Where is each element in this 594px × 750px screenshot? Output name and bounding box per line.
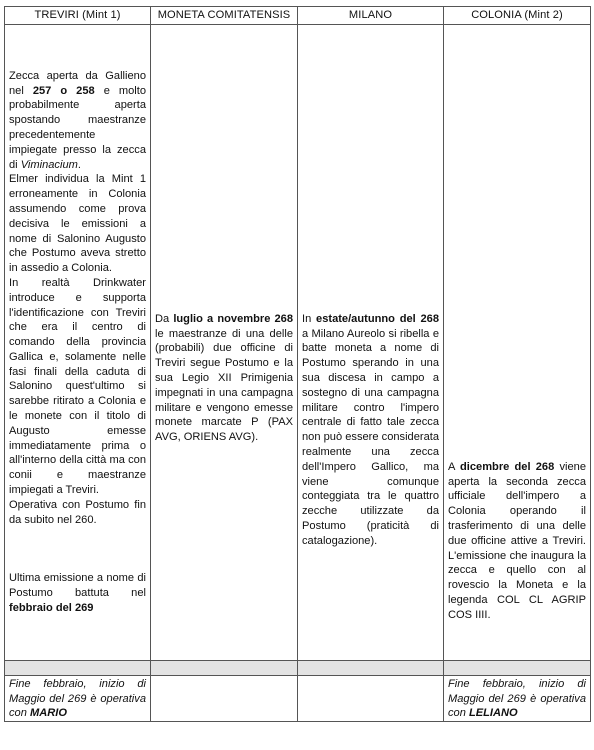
comitatensis-cell (151, 24, 298, 660)
separator-row (5, 660, 591, 675)
footer-treviri: Fine febbraio, inizio di Maggio del 269 è operativa con MARIO (5, 675, 151, 721)
header-milano: MILANO (298, 7, 444, 25)
footer-empty (151, 675, 298, 721)
footer-empty (298, 675, 444, 721)
spacer (9, 527, 146, 571)
footer-row (5, 675, 591, 721)
content-row (5, 24, 591, 660)
milano-paragraph: In estate/autunno del 268 a Milano Aureolo si ribella e batte moneta a nome di Postumo sperando in una sua discesa in campo a sostegno di una campagna militare contro l'impero centrale di fatto tale zecca non può essere considerata realmente una zecca dell'Impero Gallico, ma viene comunque conteggiata tra le quattro zecche utilizzate da Postumo (praticità di catalogazione). (302, 312, 439, 547)
header-treviri: TREVIRI (Mint 1) (5, 7, 151, 25)
colonia-cell (444, 24, 591, 660)
colonia-paragraph: A dicembre del 268 viene aperta la seconda zecca ufficiale dell'impero a Colonia operando il trasferimento di una delle due officine attive a Treviri. L'emissione che inaugura la zecca e quello con al rovescio la Moneta e la legenda COL CL AGRIP COS IIII. (448, 460, 587, 621)
header-row (5, 7, 591, 25)
header-moneta-comitatensis: MONETA COMITATENSIS (151, 7, 298, 25)
separator-cell (5, 660, 151, 675)
treviri-cell (5, 24, 151, 660)
treviri-paragraph-1: Zecca aperta da Gallieno nel 257 o 258 e molto probabilmente aperta spostando maestranze precedentemente impiegate presso la zecca di Viminacium. (9, 69, 147, 171)
separator-cell (444, 660, 591, 675)
header-colonia: COLONIA (Mint 2) (444, 7, 591, 25)
treviri-paragraph-4: Operativa con Postumo fin da subito nel 260. (9, 498, 146, 526)
treviri-paragraph-3: In realtà Drinkwater introduce e supporta l'identificazione con Treviri che era il centro di comando della provincia Gallica e, solamente nelle fasi finali della caduta di Salonino quest'ultimo si sarebbe ritirato a Colonia e le monete con il titolo di Augusto emesse immediatamente prima o all'interno della città ma con conii e maestranze impiegati a Treviri. (9, 276, 146, 497)
comitatensis-paragraph: Da luglio a novembre 268 le maestranze di una delle (probabili) due officine di Treviri segue Postumo e la sua Legio XII Primigenia impegnati in una campagna militare e vengono emesse monete marcate P (PAX AVG, ORIENS AVG). (155, 312, 294, 444)
treviri-paragraph-2: Elmer individua la Mint 1 erroneamente in Colonia assumendo come prova decisiva le emissioni a nome di Salonino Augusto che Postumo aveva stretto in assedio a Colonia. (9, 173, 146, 275)
footer-colonia: Fine febbraio, inizio di Maggio del 269 è operativa con LELIANO (444, 675, 591, 721)
separator-cell (151, 660, 298, 675)
treviri-paragraph-5: Ultima emissione a nome di Postumo battuta nel febbraio del 269 (9, 572, 146, 615)
mints-table (4, 6, 591, 722)
milano-cell (298, 24, 444, 660)
separator-cell (298, 660, 444, 675)
